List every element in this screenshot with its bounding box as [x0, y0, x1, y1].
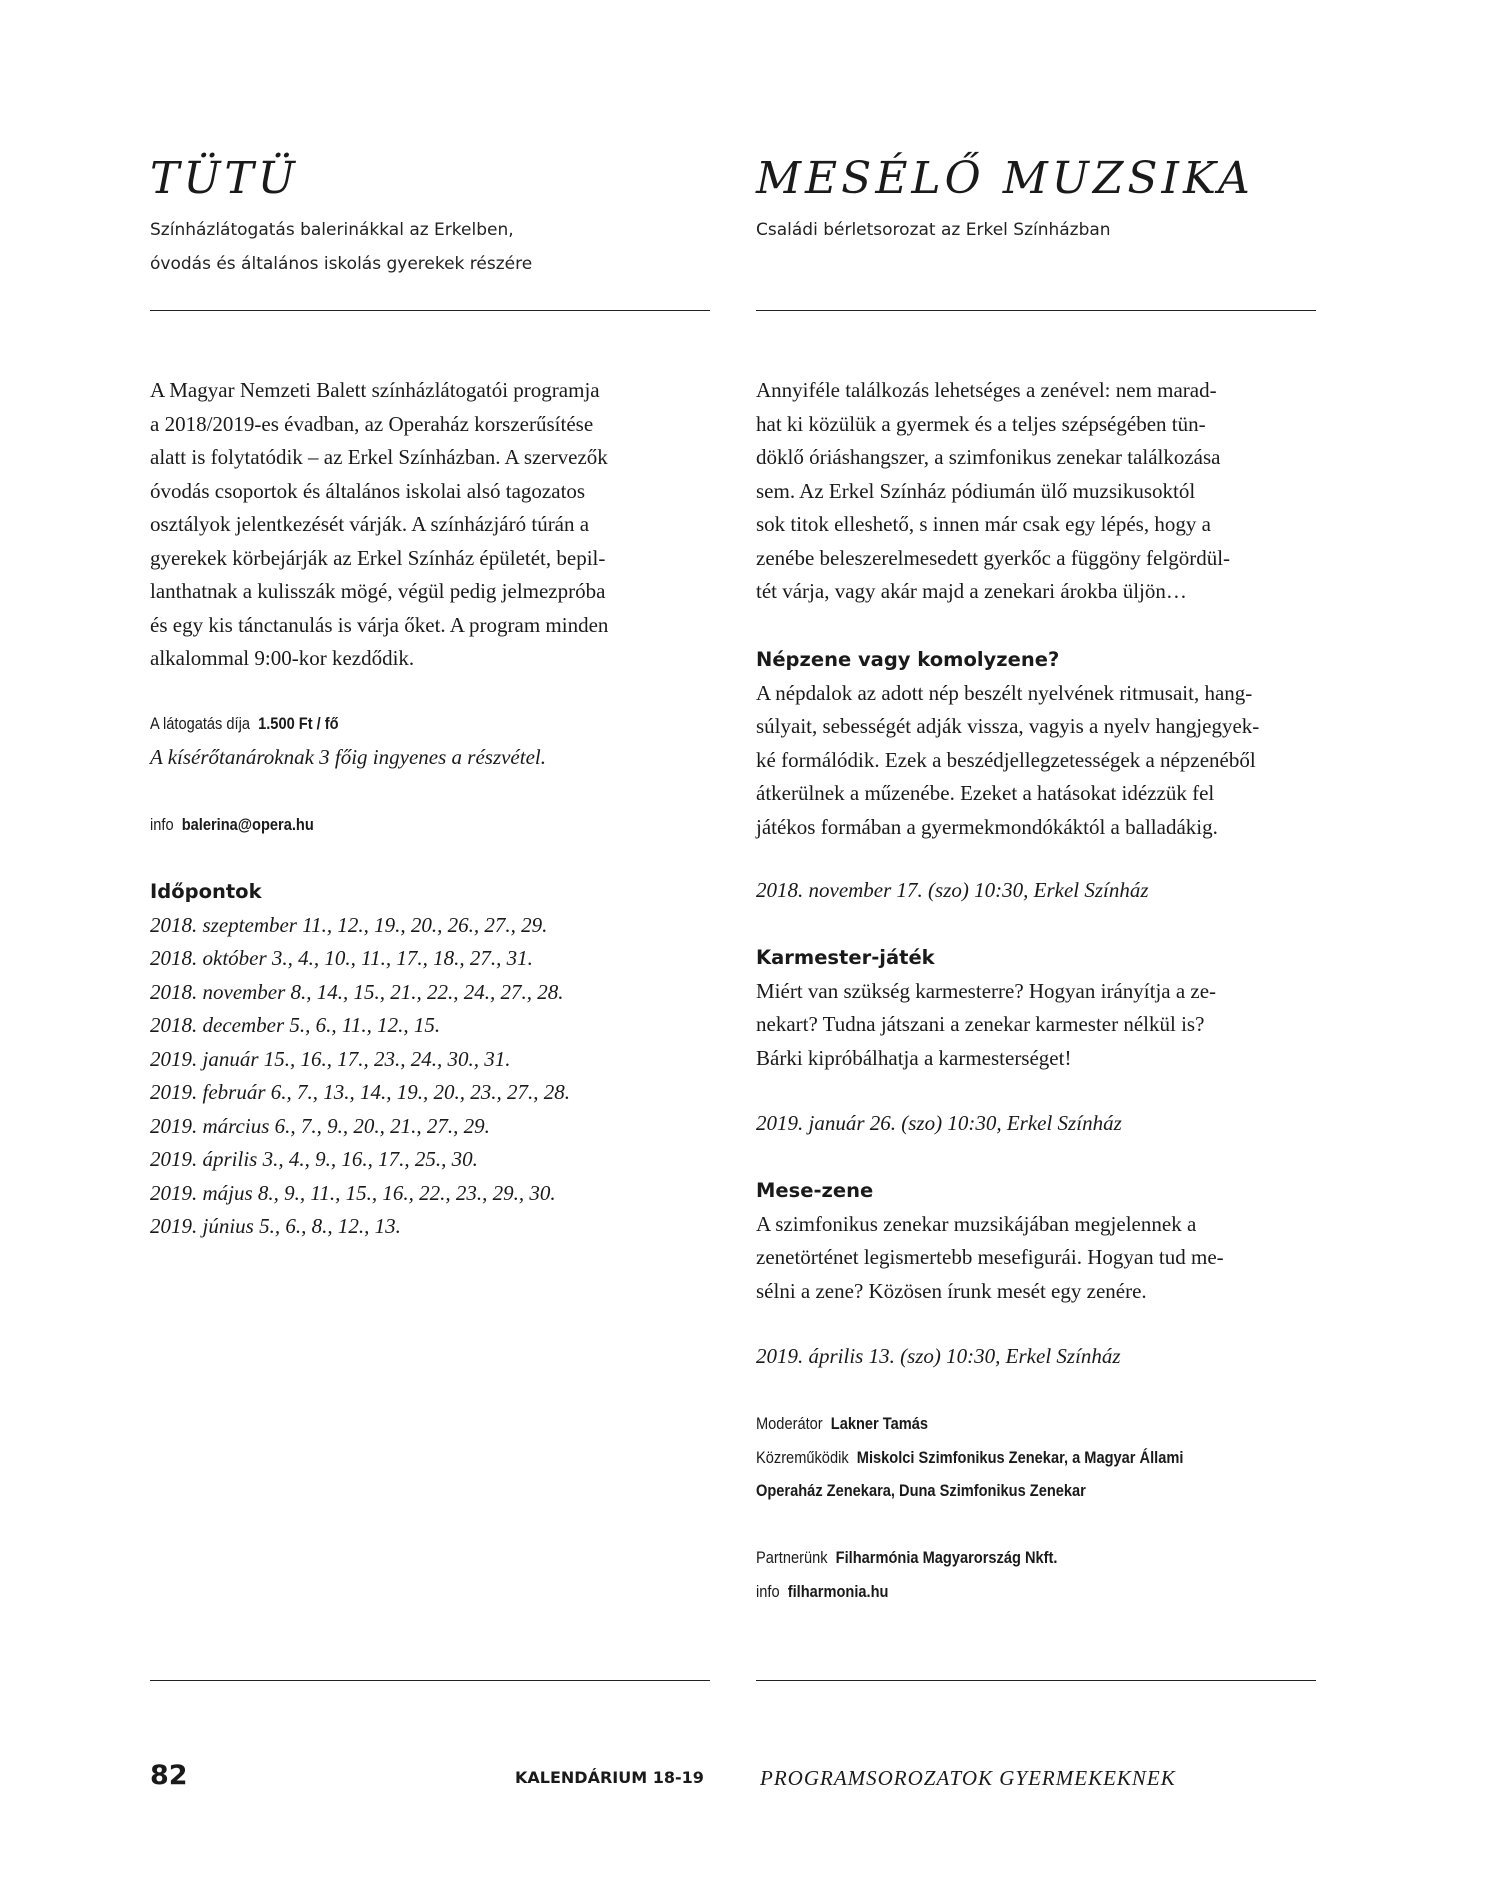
body-line: sem. Az Erkel Színház pódiumán ülő muzsikusoktól — [756, 478, 1196, 503]
event-date: 2019. április 13. (szo) 10:30, Erkel Színház — [756, 1344, 1121, 1368]
contrib-value: Miskolci Szimfonikus Zenekar, a Magyar Állami — [856, 1447, 1184, 1467]
date-item: 2019. március 6., 7., 9., 20., 21., 27., 29. — [150, 1113, 490, 1138]
fee-label: A látogatás díja — [150, 714, 250, 733]
body-line: Miért van szükség karmesterre? Hogyan irányítja a ze- — [756, 978, 1217, 1003]
body-line: és egy kis tánctanulás is várja őket. A program minden — [150, 612, 609, 637]
date-item: 2019. február 6., 7., 13., 14., 19., 20., 23., 27., 28. — [150, 1080, 570, 1104]
tutu-title: TÜTÜ — [150, 153, 299, 204]
fee-line — [150, 707, 339, 741]
body-line: gyerekek körbejárják az Erkel Színház épületét, bepil- — [150, 545, 606, 570]
email-link[interactable]: balerina@opera.hu — [181, 815, 314, 834]
top-rule — [150, 310, 710, 311]
page-number: 82 — [150, 1760, 188, 1791]
body-line: átkerülnek a műzenébe. Ezeket a hatásokat idézzük fel — [756, 781, 1215, 805]
dates-list — [150, 909, 570, 1244]
section-heading: Mese-zene — [756, 1179, 874, 1202]
tutu-subtitle-line: Színházlátogatás balerinákkal az Erkelben, — [150, 220, 514, 240]
body-line: nekart? Tudna játszani a zenekar karmester nélkül is? — [756, 1012, 1205, 1036]
intro-body — [756, 374, 1230, 609]
info-label: info — [756, 1581, 780, 1601]
section-heading: Karmester-játék — [756, 946, 935, 969]
moderator-line — [756, 1407, 928, 1441]
date-item: 2018. december 5., 6., 11., 12., 15. — [150, 1013, 441, 1037]
section-name: PROGRAMSOROZATOK GYERMEKEKNEK — [760, 1766, 1176, 1790]
date-item: 2019. január 15., 16., 17., 23., 24., 30., 31. — [150, 1046, 511, 1071]
body-line: hat ki közülük a gyermek és a teljes szépségében tün- — [756, 411, 1206, 436]
dates-heading: Időpontok — [150, 880, 262, 903]
contrib-line — [756, 1441, 1183, 1475]
body-line: óvodás csoportok és általános iskolai alsó tagozatos — [150, 478, 586, 503]
body-line: döklő óriáshangszer, a szimfonikus zenekar találkozása — [756, 445, 1221, 469]
body-line: alkalommal 9:00-kor kezdődik. — [150, 646, 415, 670]
tutu-subtitle — [150, 213, 532, 281]
bottom-rule — [756, 1680, 1316, 1681]
meselo-muzsika-title: MESÉLŐ MUZSIKA — [756, 153, 1254, 204]
meselo-subtitle-line: Családi bérletsorozat az Erkel Színházban — [756, 220, 1111, 240]
body-line: sok titok elleshető, s innen már csak egy lépés, hogy a — [756, 512, 1211, 536]
body-line: osztályok jelentkezését várják. A színházjáró túrán a — [150, 512, 590, 536]
body-line: ké formálódik. Ezek a beszédjellegzetességek a népzenéből — [756, 747, 1256, 772]
contrib-line-2 — [756, 1474, 1086, 1508]
date-item: 2018. november 8., 14., 15., 21., 22., 24., 27., 28. — [150, 979, 564, 1004]
event-date: 2019. január 26. (szo) 10:30, Erkel Színház — [756, 1111, 1122, 1135]
body-line: lanthatnak a kulisszák mögé, végül pedig jelmezpróba — [150, 579, 606, 603]
partner-line — [756, 1541, 1057, 1575]
body-line: zenébe beleszerelmesedett gyerkőc a függöny felgördül- — [756, 545, 1231, 570]
date-item: 2019. április 3., 4., 9., 16., 17., 25., 30. — [150, 1147, 478, 1171]
bottom-rule — [150, 1680, 710, 1681]
body-line: A népdalok az adott nép beszélt nyelvének ritmusait, hang- — [756, 680, 1253, 705]
moderator-label: Moderátor — [756, 1414, 823, 1433]
section-heading: Népzene vagy komolyzene? — [756, 648, 1060, 671]
body-line: játékos formában a gyermekmondókáktól a balladákig. — [756, 814, 1218, 839]
fee-note: A kísérőtanároknak 3 főig ingyenes a részvétel. — [150, 744, 546, 769]
fee-value: 1.500 Ft / fő — [258, 714, 339, 733]
moderator-value: Lakner Tamás — [830, 1414, 929, 1433]
body-line: súlyait, sebességét adják vissza, vagyis a nyelv hangjegyek- — [756, 714, 1260, 738]
credits-block — [756, 1407, 1253, 1508]
body-line: A Magyar Nemzeti Balett színházlátogatói programja — [150, 378, 600, 402]
contrib-label: Közreműködik — [756, 1447, 849, 1467]
partner-label: Partnerünk — [756, 1548, 828, 1567]
body-line: Annyiféle találkozás lehetséges a zenével: nem marad- — [756, 378, 1217, 402]
date-item: 2018. október 3., 4., 10., 11., 17., 18., 27., 31. — [150, 946, 533, 970]
contrib-value: Operaház Zenekara, Duna Szimfonikus Zenekar — [756, 1481, 1086, 1500]
tutu-subtitle-line: óvodás és általános iskolás gyerekek részére — [150, 254, 533, 274]
section-mese-zene — [756, 1174, 1224, 1308]
date-item: 2018. szeptember 11., 12., 19., 20., 26., 27., 29. — [150, 912, 548, 937]
info-line — [150, 808, 340, 842]
section-karmester — [756, 941, 1216, 1075]
body-line: A szimfonikus zenekar muzsikájában megjelennek a — [756, 1211, 1197, 1236]
partner-block — [756, 1541, 1107, 1608]
meselo-subtitle — [756, 213, 1111, 247]
info-label: info — [150, 815, 174, 834]
body-line: tét várja, vagy akár majd a zenekari árokba üljön… — [756, 579, 1187, 603]
event-date: 2018. november 17. (szo) 10:30, Erkel Színház — [756, 878, 1149, 902]
date-item: 2019. június 5., 6., 8., 12., 13. — [150, 1214, 401, 1238]
partner-value: Filharmónia Magyarország Nkft. — [835, 1548, 1058, 1567]
tutu-body — [150, 374, 608, 676]
body-line: Bárki kipróbálhatja a karmesterséget! — [756, 1045, 1072, 1070]
publication-name: KALENDÁRIUM 18-19 — [515, 1768, 704, 1787]
dates-block — [150, 875, 570, 1244]
body-line: sélni a zene? Közösen írunk mesét egy zenére. — [756, 1278, 1147, 1303]
date-item: 2019. május 8., 9., 11., 15., 16., 22., 23., 29., 30. — [150, 1180, 556, 1205]
website-link[interactable]: filharmonia.hu — [787, 1581, 889, 1601]
top-rule — [756, 310, 1316, 311]
info-line — [756, 1575, 888, 1609]
section-nepzene — [756, 643, 1259, 844]
body-line: zenetörténet legismertebb mesefigurái. Hogyan tud me- — [756, 1245, 1224, 1269]
body-line: a 2018/2019-es évadban, az Operaház korszerűsítése — [150, 411, 594, 436]
body-line: alatt is folytatódik – az Erkel Színházban. A szervezők — [150, 445, 608, 469]
fee-block — [150, 707, 546, 774]
